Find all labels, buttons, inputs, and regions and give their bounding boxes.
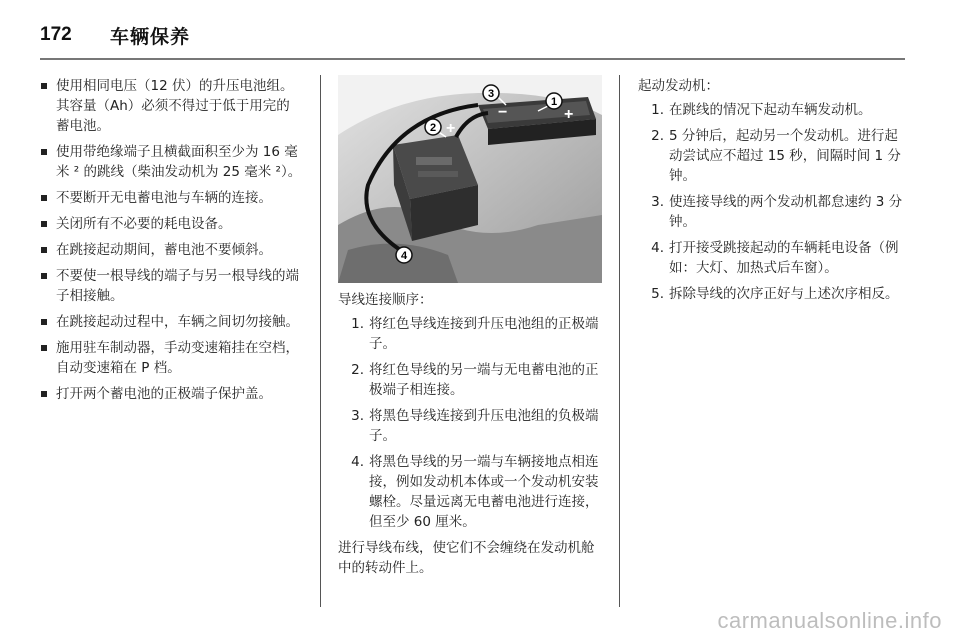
- list-item: 4. 将黑色导线的另一端与车辆接地点相连接，例如发动机本体或一个发动机安装螺栓。尽量远离无电蓄电池进行连接，但至少 60 厘米。: [351, 454, 599, 530]
- precautions-list: [40, 76, 302, 410]
- list-item: 打开两个蓄电池的正极端子保护盖。: [40, 384, 302, 404]
- page-title: 车辆保养: [110, 25, 191, 48]
- list-item: 3. 将黑色导线连接到升压电池组的负极端子。: [351, 408, 599, 444]
- plus-sign-discharged: +: [446, 120, 456, 137]
- bullet-icon: [41, 345, 47, 351]
- bullet-icon: [41, 149, 47, 155]
- list-item: 关闭所有不必要的耗电设备。: [40, 214, 302, 234]
- jump-start-illustration: [338, 75, 602, 283]
- list-item: 5. 拆除导线的次序正好与上述次序相反。: [651, 286, 899, 302]
- routing-note: 进行导线布线，使它们不会缠绕在发动机舱中的转动件上。: [338, 540, 595, 576]
- connection-sequence: [338, 290, 604, 578]
- column-divider-1: [320, 75, 321, 607]
- plus-sign-booster: +: [564, 106, 574, 123]
- header-divider: [40, 58, 905, 60]
- bullet-icon: [41, 319, 47, 325]
- svg-text:4: 4: [400, 250, 408, 262]
- list-item: 在跳接起动期间，蓄电池不要倾斜。: [40, 240, 302, 260]
- callout-3: [483, 85, 499, 101]
- list-item: 1. 将红色导线连接到升压电池组的正极端子。: [351, 316, 599, 352]
- callout-4: [396, 247, 412, 263]
- column-divider-2: [619, 75, 620, 607]
- list-item: 施用驻车制动器，手动变速箱挂在空档，自动变速箱在 P 档。: [40, 338, 302, 378]
- list-item: 使用带绝缘端子且横截面积至少为 16 毫米 ² 的跳线（柴油发动机为 25 毫米 ²）。: [40, 142, 302, 182]
- bullet-icon: [41, 221, 47, 227]
- list-item: 4. 打开接受跳接起动的车辆耗电设备（例如：大灯、加热式后车窗）。: [651, 240, 899, 276]
- list-item: 2. 将红色导线的另一端与无电蓄电池的正极端子相连接。: [351, 362, 599, 398]
- bullet-icon: [41, 83, 47, 89]
- bullet-icon: [41, 195, 47, 201]
- section-heading: 导线连接顺序：: [338, 292, 433, 308]
- list-item: 在跳接起动过程中，车辆之间切勿接触。: [40, 312, 302, 332]
- list-item: 3. 使连接导线的两个发动机都怠速约 3 分钟。: [651, 194, 903, 230]
- bullet-icon: [41, 391, 47, 397]
- list-item: 不要使一根导线的端子与另一根导线的端子相接触。: [40, 266, 302, 306]
- callout-2: [425, 119, 441, 135]
- bullet-icon: [41, 273, 47, 279]
- svg-text:2: 2: [429, 122, 437, 134]
- svg-text:3: 3: [487, 88, 495, 100]
- list-item: 使用相同电压（12 伏）的升压电池组。其容量（Ah）必须不得过于低于用完的蓄电池。: [40, 76, 302, 136]
- starting-engine: [638, 76, 904, 310]
- list-item: 1. 在跳线的情况下起动车辆发动机。: [651, 102, 872, 118]
- minus-sign-booster: −: [498, 104, 508, 121]
- list-item: 2. 5 分钟后，起动另一个发动机。进行起动尝试应不超过 15 秒，间隔时间 1 分钟。: [651, 128, 901, 184]
- page-number: 172: [40, 24, 72, 45]
- page-header: [40, 20, 190, 50]
- section-heading: 起动发动机：: [638, 78, 719, 94]
- bullet-icon: [41, 247, 47, 253]
- watermark: carmanualsonline.info: [717, 608, 942, 633]
- list-item: 不要断开无电蓄电池与车辆的连接。: [40, 188, 302, 208]
- callout-1: [546, 93, 562, 109]
- svg-text:1: 1: [550, 96, 558, 108]
